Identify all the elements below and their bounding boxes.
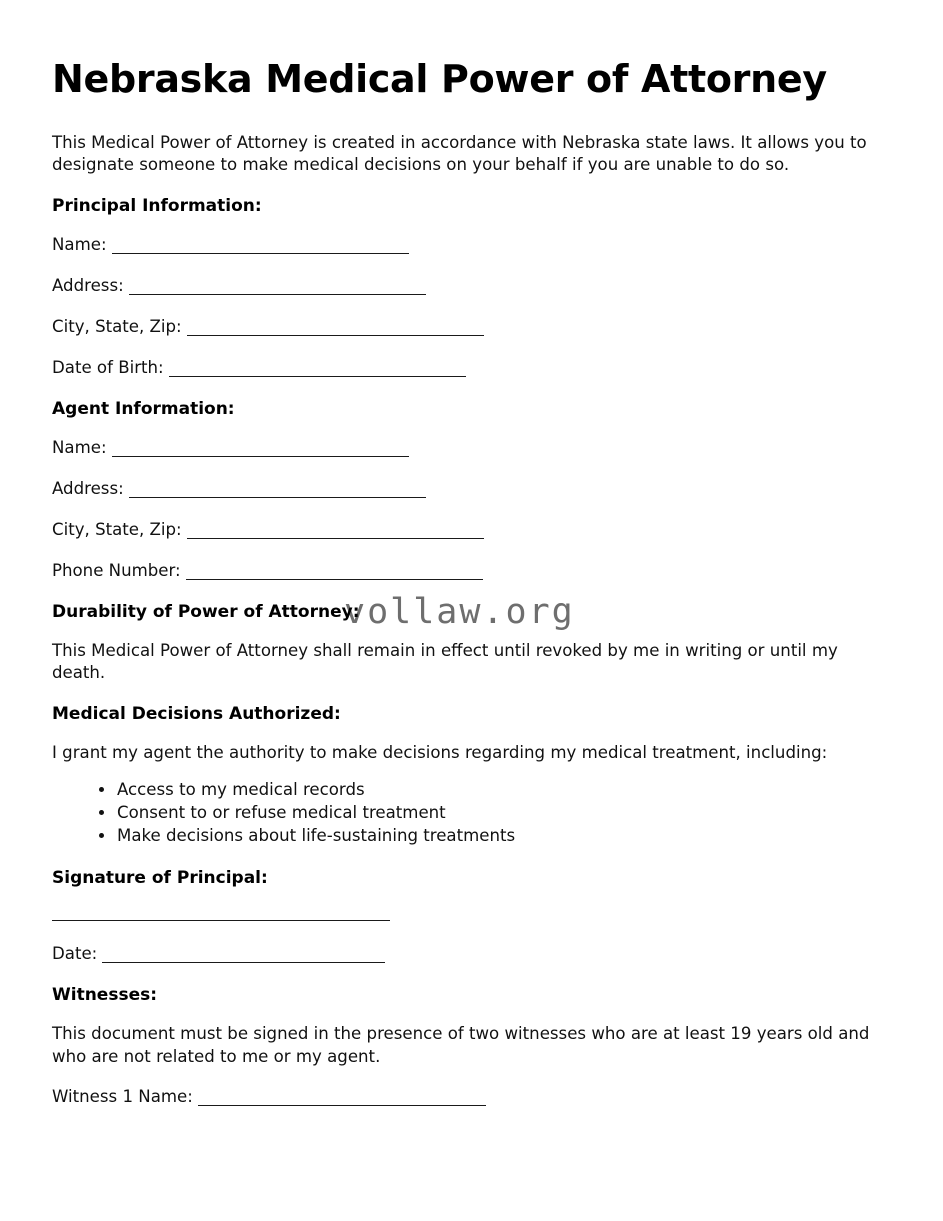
- field-label-agent-name: Name:: [52, 437, 107, 457]
- document-content: [52, 58, 890, 1127]
- field-principal-name[interactable]: [52, 234, 890, 256]
- field-signature-date[interactable]: [52, 943, 890, 965]
- page-title: Nebraska Medical Power of Attorney: [52, 57, 827, 101]
- field-blank-agent-name[interactable]: [112, 455, 409, 457]
- list-item: Make decisions about life-sustaining treatments: [99, 824, 890, 847]
- field-agent-name[interactable]: [52, 437, 890, 459]
- list-item: Consent to or refuse medical treatment: [99, 801, 890, 824]
- field-principal-date-of-birth[interactable]: [52, 357, 890, 379]
- field-principal-address[interactable]: [52, 275, 890, 297]
- field-agent-address[interactable]: [52, 478, 890, 500]
- field-witness-1-name[interactable]: [52, 1086, 890, 1108]
- field-agent-city-state-zip[interactable]: [52, 519, 890, 541]
- intro-paragraph: This Medical Power of Attorney is created in accordance with Nebraska state laws. It allows you to designate someone to make medical decisions on your behalf if you are unable to do so.: [52, 132, 867, 175]
- section-heading-durability: Durability of Power of Attorney:: [52, 601, 360, 622]
- field-blank-principal-address[interactable]: [129, 293, 426, 295]
- field-label-principal-name: Name:: [52, 234, 107, 254]
- field-label-signature-date: Date:: [52, 944, 98, 964]
- field-blank-signature-date[interactable]: [102, 961, 385, 963]
- field-label-witness-1-name: Witness 1 Name:: [52, 1087, 193, 1107]
- field-blank-principal-city-state-zip[interactable]: [187, 334, 484, 336]
- field-label-agent-address: Address:: [52, 478, 124, 498]
- signature-line-principal[interactable]: [52, 919, 390, 921]
- medical-decisions-list: [52, 778, 890, 847]
- field-blank-witness-1-name[interactable]: [198, 1104, 486, 1106]
- field-agent-phone-number[interactable]: [52, 560, 890, 582]
- field-label-agent-phone-number: Phone Number:: [52, 560, 181, 580]
- section-heading-signature-of-principal: Signature of Principal:: [52, 868, 268, 889]
- list-item: Access to my medical records: [99, 778, 890, 801]
- field-blank-agent-city-state-zip[interactable]: [187, 537, 484, 539]
- field-label-principal-city-state-zip: City, State, Zip:: [52, 316, 182, 336]
- field-label-principal-date-of-birth: Date of Birth:: [52, 357, 164, 377]
- watermark-vollaw: vollaw.org: [344, 592, 575, 632]
- field-blank-principal-name[interactable]: [112, 252, 409, 254]
- witnesses-paragraph: This document must be signed in the presence of two witnesses who are at least 19 years old and who are not related to me or my agent.: [52, 1024, 870, 1066]
- field-label-agent-city-state-zip: City, State, Zip:: [52, 519, 182, 539]
- section-heading-principal-information: Principal Information:: [52, 195, 262, 216]
- field-blank-agent-address[interactable]: [129, 496, 426, 498]
- section-heading-medical-decisions: Medical Decisions Authorized:: [52, 703, 341, 724]
- field-blank-principal-date-of-birth[interactable]: [169, 375, 466, 377]
- field-blank-agent-phone-number[interactable]: [186, 578, 483, 580]
- durability-paragraph: This Medical Power of Attorney shall remain in effect until revoked by me in writing or until my death.: [52, 640, 838, 683]
- field-label-principal-address: Address:: [52, 275, 124, 295]
- section-heading-agent-information: Agent Information:: [52, 398, 235, 419]
- section-heading-witnesses: Witnesses:: [52, 985, 158, 1006]
- field-principal-city-state-zip[interactable]: [52, 316, 890, 338]
- medical-decisions-paragraph: I grant my agent the authority to make decisions regarding my medical treatment, including:: [52, 742, 828, 762]
